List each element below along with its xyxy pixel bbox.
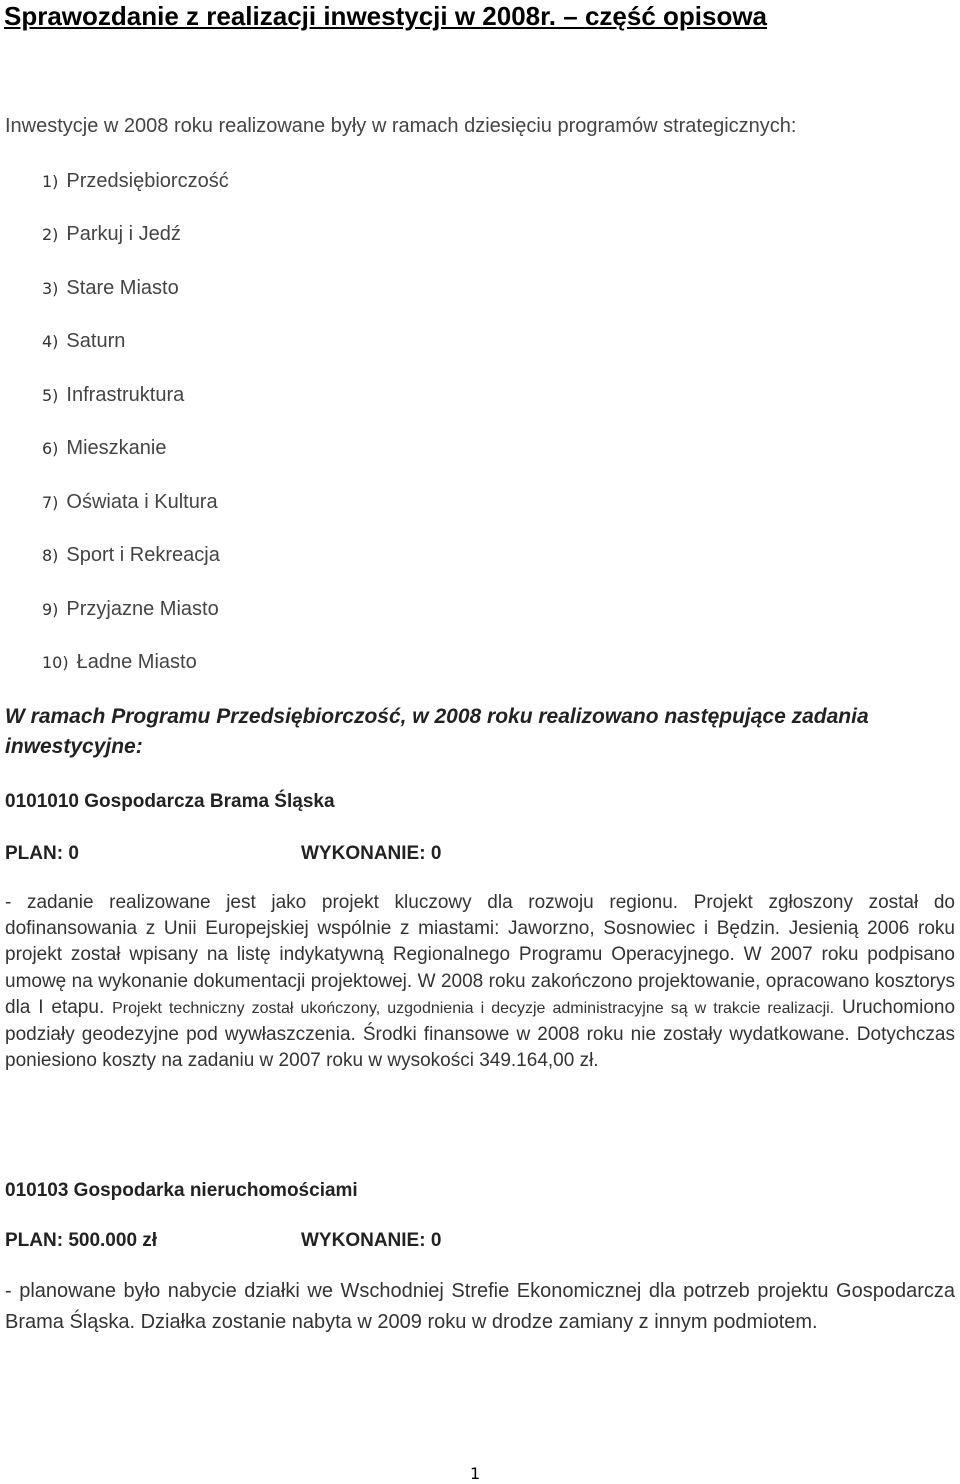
task-title: 0101010 Gospodarcza Brama Śląska bbox=[5, 791, 335, 812]
list-item bbox=[42, 169, 229, 194]
page-title: Sprawozdanie z realizacji inwestycji w 2008r. – część opisowa bbox=[4, 1, 768, 31]
list-item bbox=[42, 383, 184, 408]
list-item bbox=[42, 597, 219, 622]
plan-value: PLAN: 500.000 zł bbox=[5, 1230, 158, 1251]
list-item-number: 8) bbox=[42, 546, 59, 565]
task-title: 010103 Gospodarka nieruchomościami bbox=[5, 1180, 358, 1201]
list-item-number: 4) bbox=[42, 332, 59, 351]
list-item bbox=[42, 436, 166, 461]
list-item-number: 3) bbox=[42, 279, 59, 298]
list-item-label: Przedsiębiorczość bbox=[66, 170, 229, 192]
list-item bbox=[42, 329, 125, 354]
list-item-number: 9) bbox=[42, 600, 59, 619]
task-description bbox=[5, 890, 955, 1074]
page-number: 1 bbox=[470, 1464, 481, 1483]
section-heading: W ramach Programu Przedsiębiorczość, w 2008 roku realizowano następujące zadania inwestycyjne: bbox=[5, 705, 869, 758]
list-item-label: Ładne Miasto bbox=[76, 651, 197, 673]
list-item-number: 7) bbox=[42, 493, 59, 512]
plan-row bbox=[5, 843, 442, 865]
task-description-part: - planowane było nabycie działki we Wschodniej Strefie Ekonomicznej dla potrzeb projektu Gospodarcza Brama Śląska. Działka zostanie nabyta w 2009 roku w drodze zamiany z innym podmiotem. bbox=[5, 1280, 955, 1333]
list-item-number: 10) bbox=[42, 653, 69, 672]
task-description-part: Projekt techniczny został ukończony, uzgodnienia i decyzje administracyjne są w trakcie realizacji. bbox=[112, 999, 835, 1017]
list-item-label: Saturn bbox=[66, 330, 126, 352]
task-description-part: Uruchomiono podziały geodezyjne pod wywłaszczenia. Środki finansowe w 2008 roku nie zostały wydatkowane. Dotychczas poniesiono koszty na zadaniu w 2007 roku w wysokości 349.164,00 zł. bbox=[5, 996, 956, 1072]
list-item-label: Mieszkanie bbox=[66, 437, 167, 459]
list-item bbox=[42, 543, 220, 568]
list-item-number: 2) bbox=[42, 225, 59, 244]
list-item bbox=[42, 490, 218, 515]
list-item-number: 6) bbox=[42, 439, 59, 458]
list-item-label: Parkuj i Jedź bbox=[66, 223, 181, 245]
list-item bbox=[42, 650, 197, 675]
execution-value: WYKONANIE: 0 bbox=[301, 843, 442, 864]
list-item-label: Oświata i Kultura bbox=[66, 491, 218, 513]
list-item bbox=[42, 222, 181, 247]
list-item-label: Infrastruktura bbox=[66, 384, 185, 406]
task-description-part: - zadanie realizowane jest jako projekt kluczowy dla rozwoju regionu. Projekt zgłoszony został do dofinansowania z Unii Europejskiej wspólnie z miastami: Jaworzno, Sosnowiec i Będzin. Jesienią 2006 roku projekt został wpisany na listę indykatywną Regionalnego Programu Operacyjnego. W 2007 roku podpisano umowę na wykonanie dokumentacji projektowej. W 2008 roku zakończono projektowanie, opracowano kosztorys dla I etapu. bbox=[5, 892, 955, 1018]
list-item-number: 5) bbox=[42, 386, 59, 405]
execution-value: WYKONANIE: 0 bbox=[301, 1230, 442, 1251]
task-description bbox=[5, 1276, 955, 1337]
plan-value: PLAN: 0 bbox=[5, 843, 79, 864]
plan-row bbox=[5, 1230, 442, 1252]
intro-paragraph: Inwestycje w 2008 roku realizowane były w ramach dziesięciu programów strategicznych: bbox=[5, 115, 797, 137]
list-item-label: Stare Miasto bbox=[66, 277, 179, 299]
list-item-number: 1) bbox=[42, 172, 59, 191]
list-item-label: Przyjazne Miasto bbox=[66, 598, 219, 620]
list-item-label: Sport i Rekreacja bbox=[66, 544, 220, 566]
list-item bbox=[42, 276, 179, 301]
